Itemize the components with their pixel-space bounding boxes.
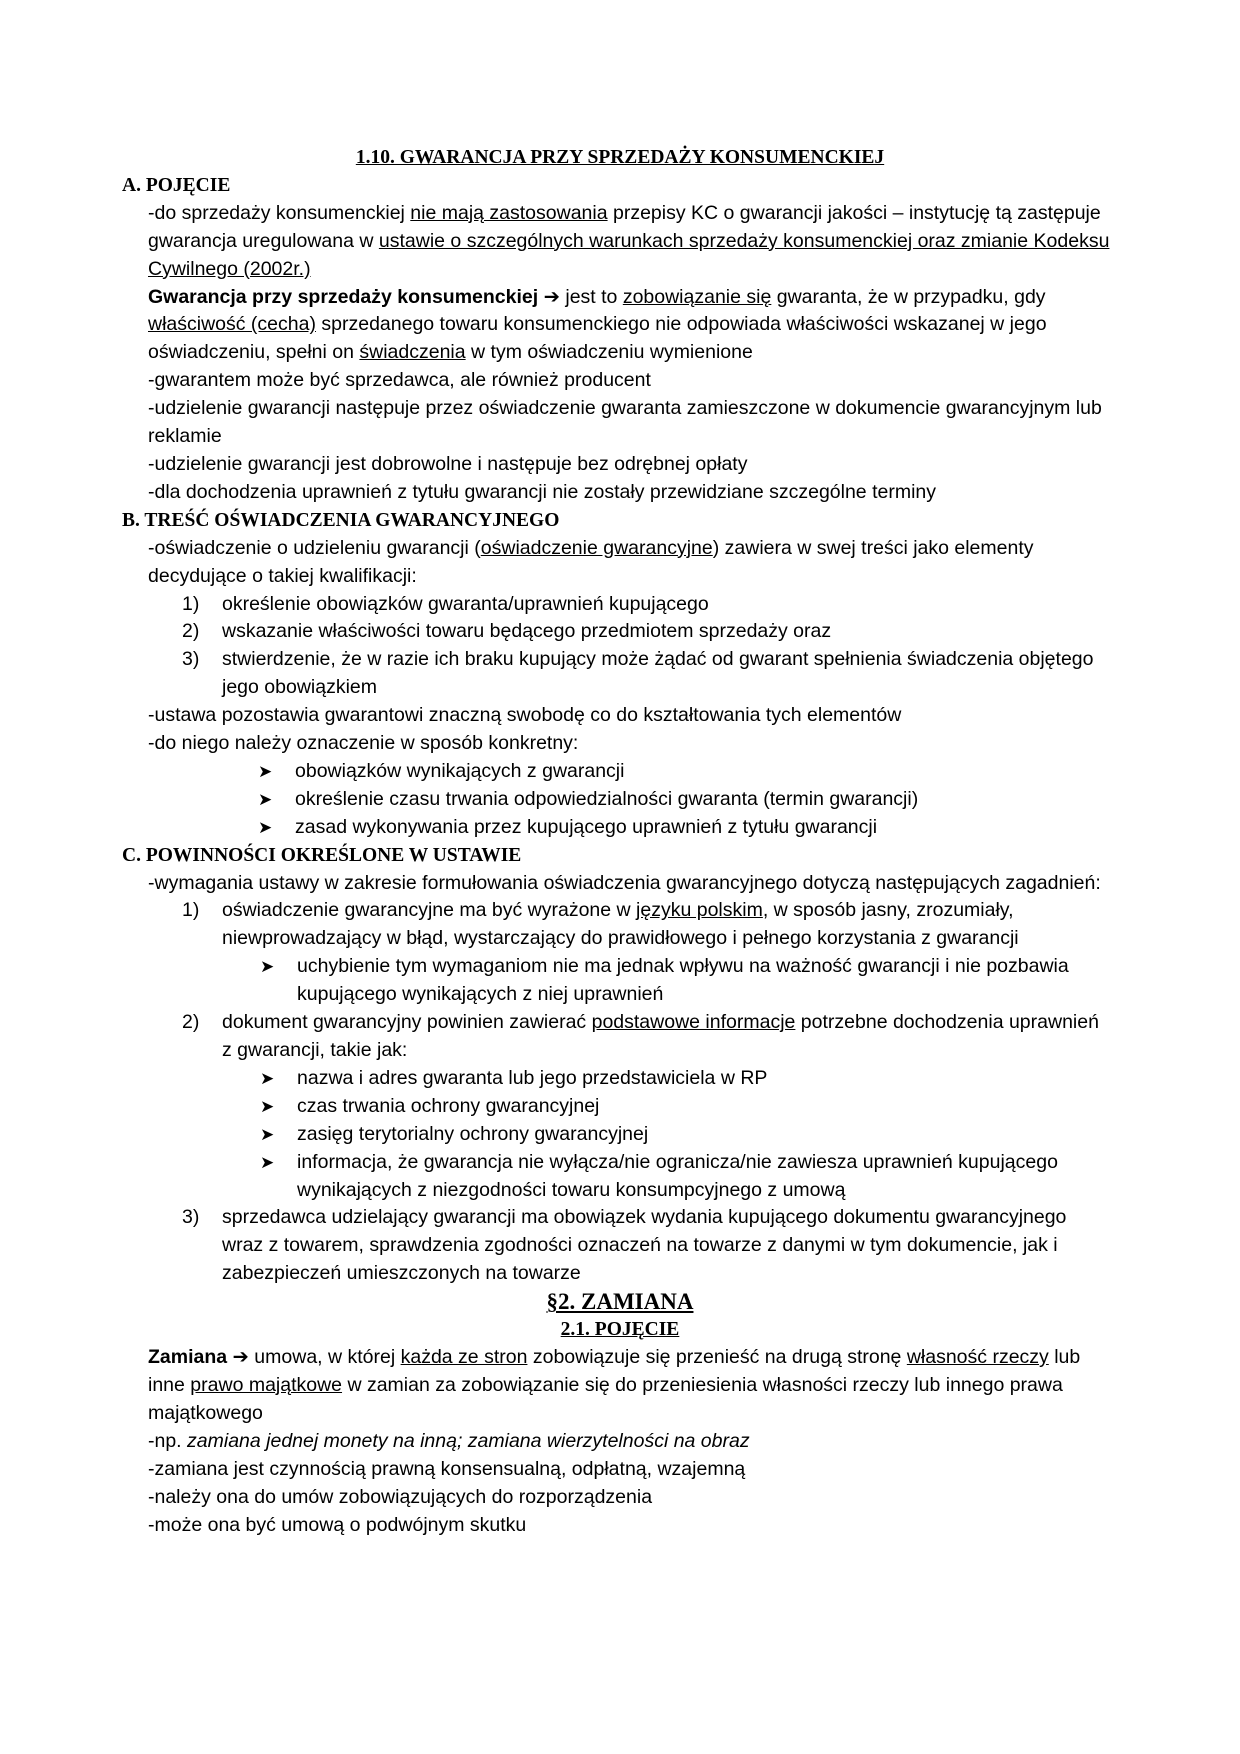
numbered-item [130,646,1110,702]
list-item [130,786,1110,814]
bullet-text: informacja, że gwarancja nie wyłącza/nie ogranicza/nie zawiesza uprawnień kupującego wynikających z niezgodności towaru konsumpcyjnego z umową [297,1150,1058,1201]
section-c-item2-bullets [130,1065,1110,1205]
text-run: gwaranta, że w przypadku, gdy [771,285,1046,308]
section-a-definition [148,284,1110,368]
item-text: określenie obowiązków gwaranta/uprawnień kupującego [222,592,709,615]
arrowhead-bullet-icon: ➤ [260,1096,275,1116]
bullet-text: określenie czasu trwania odpowiedzialności gwaranta (termin gwarancji) [295,787,919,810]
item-number: 1) [182,592,200,615]
bullet-text: nazwa i adres gwaranta lub jego przedstawiciela w RP [297,1066,768,1089]
underlined-phrase: własność rzeczy [906,1346,1049,1369]
part-2-heading: §2. ZAMIANA [546,1289,694,1315]
bullet-text: uchybienie tym wymaganiom nie ma jednak wpływu na ważność gwarancji i nie pozbawia kupującego wynikających z niej uprawnień [297,955,1069,1006]
item-text: stwierdzenie, że w razie ich braku kupujący może żądać od gwarant spełnienia świadczenia objętego jego obowiązkiem [222,648,1094,699]
underlined-phrase: prawo majątkowe [190,1374,343,1397]
text-run: -oświadczenie o udzieleniu gwarancji ( [148,536,481,559]
numbered-item [130,591,1110,619]
section-c-heading: C. POWINNOŚCI OKREŚLONE W USTAWIE [122,844,522,866]
section-c-item1-bullets [130,953,1110,1009]
part-2-line-1: -zamiana jest czynnością prawną konsensualną, odpłatną, wzajemną [148,1457,746,1480]
list-item [130,814,1110,842]
arrowhead-bullet-icon: ➤ [260,1124,275,1144]
section-b-line-2: -do niego należy oznaczenie w sposób konkretny: [148,732,579,755]
section-c-intro: -wymagania ustawy w zakresie formułowania oświadczenia gwarancyjnego dotyczą następujących zagadnień: [148,871,1101,894]
numbered-item [130,1009,1110,1065]
underlined-phrase: każda ze stron [400,1346,528,1369]
section-a-line-3: -udzielenie gwarancji jest dobrowolne i następuje bez odrębnej opłaty [148,452,748,475]
arrowhead-bullet-icon: ➤ [260,957,275,977]
arrowhead-bullet-icon: ➤ [258,761,273,781]
item-number: 2) [182,1011,200,1034]
bold-term: Gwarancja przy sprzedaży konsumenckiej [148,285,539,308]
text-run: oświadczenie gwarancyjne ma być wyrażone w [222,899,637,922]
bold-term: Zamiana [148,1346,228,1369]
text-run: zobowiązuje się przenieść na drugą stronę [527,1346,907,1369]
list-item [130,953,1110,1009]
bullet-text: zasięg terytorialny ochrony gwarancyjnej [297,1122,649,1145]
bullet-text: zasad wykonywania przez kupującego uprawnień z tytułu gwarancji [295,815,878,838]
part-2-definition [148,1344,1110,1428]
text-run: lub inne [148,1346,1081,1397]
numbered-item [130,618,1110,646]
underlined-phrase: zobowiązanie się [622,285,772,308]
item-number: 3) [182,648,200,671]
item-number: 1) [182,899,200,922]
text-run: w zamian za zobowiązanie się do przeniesienia własności rzeczy lub innego prawa majątkowego [148,1374,1063,1424]
item-number: 2) [182,620,200,643]
underlined-phrase: języku polskim [636,899,763,922]
document-title: 1.10. GWARANCJA PRZY SPRZEDAŻY KONSUMENCKIEJ [355,147,885,168]
list-item [130,1093,1110,1121]
text-run: dokument gwarancyjny powinien zawierać [222,1011,592,1034]
text-run: potrzebne dochodzenia uprawnień z gwarancji, takie jak: [222,1011,1099,1061]
arrow-icon: ➔ [543,285,560,308]
numbered-item [130,1204,1110,1288]
text-run: -np. [148,1429,188,1452]
section-a-line-1: -gwarantem może być sprzedawca, ale również producent [148,369,651,392]
part-2-subheading: 2.1. POJĘCIE [560,1319,680,1341]
section-b-bullet-list [130,758,1110,842]
bullet-text: czas trwania ochrony gwarancyjnej [297,1094,600,1117]
list-item [130,1065,1110,1093]
list-item [130,1149,1110,1205]
part-2-line-3: -może ona być umową o podwójnym skutku [148,1513,527,1536]
text-run: w tym oświadczeniu wymienione [465,341,753,364]
arrowhead-bullet-icon: ➤ [258,817,273,837]
numbered-item [130,897,1110,953]
section-a-line-2: -udzielenie gwarancji następuje przez oświadczenie gwaranta zamieszczone w dokumencie gwarancyjnym lub reklamie [148,397,1102,448]
section-b-heading: B. TREŚĆ OŚWIADCZENIA GWARANCYJNEGO [122,509,560,531]
arrowhead-bullet-icon: ➤ [258,789,273,809]
text-run: jest to [559,285,623,308]
text-run: ) zawiera w swej treści jako elementy decydujące o takiej kwalifikacji: [148,536,1034,587]
arrow-icon: ➔ [232,1346,249,1369]
item-text: wskazanie właściwości towaru będącego przedmiotem sprzedaży oraz [222,620,832,643]
arrowhead-bullet-icon: ➤ [260,1152,275,1172]
underlined-phrase: ustawie o szczególnych warunkach sprzedaży konsumenckiej oraz zmianie Kodeksu Cywilnego (2002r.) [148,229,1110,280]
item-text: sprzedawca udzielający gwarancji ma obowiązek wydania kupującego dokumentu gwarancyjnego wraz z towarem, sprawdzenia zgodności oznaczeń na towarze z danymi w tym dokumencie, jak i zabezpieczeń umieszczonych na towarze [222,1206,1067,1285]
text-run: , w sposób jasny, zrozumiały, niewprowadzający w błąd, wystarczający do prawidłowego i pełnego korzystania z gwarancji [222,899,1019,950]
part-2-example [148,1428,1110,1456]
document-content [122,144,1110,1540]
bullet-text: obowiązków wynikających z gwarancji [295,759,625,782]
underlined-phrase: nie mają zastosowania [410,201,608,224]
section-a-line-4: -dla dochodzenia uprawnień z tytułu gwarancji nie zostały przewidziane szczególne terminy [148,480,936,503]
list-item [130,758,1110,786]
section-a-paragraph-1 [148,200,1110,284]
underlined-phrase: oświadczenie gwarancyjne [480,536,713,559]
underlined-phrase: właściwość (cecha) [148,313,316,336]
arrowhead-bullet-icon: ➤ [260,1068,275,1088]
part-2-line-2: -należy ona do umów zobowiązujących do rozporządzenia [148,1485,653,1508]
text-run: przepisy KC o gwarancji jakości – instytucję tą zastępuje gwarancja uregulowana w [148,201,1101,252]
section-a-heading: A. POJĘCIE [122,174,231,196]
item-number: 3) [182,1206,200,1229]
list-item [130,1121,1110,1149]
text-run: -do sprzedaży konsumenckiej [148,201,411,224]
italic-example: zamiana jednej monety na inną; zamiana wierzytelności na obraz [187,1429,750,1452]
underlined-phrase: podstawowe informacje [591,1011,796,1034]
underlined-phrase: świadczenia [359,341,466,364]
text-run: sprzedanego towaru konsumenckiego nie odpowiada właściwości wskazanej w jego oświadczeniu, spełni on [148,313,1047,364]
section-b-line-1: -ustawa pozostawia gwarantowi znaczną swobodę co do kształtowania tych elementów [148,704,902,727]
text-run: umowa, w której [248,1346,401,1369]
section-b-paragraph-1 [148,535,1110,591]
